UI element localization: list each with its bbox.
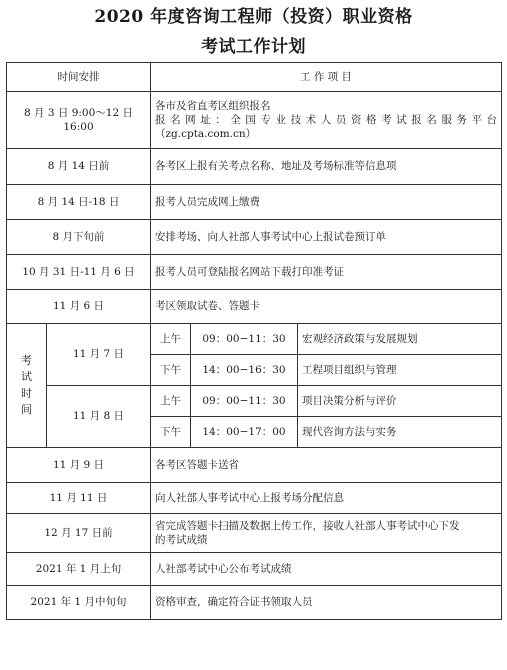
exam-session-row xyxy=(7,386,502,417)
row-item: 向人社部人事考试中心上报考场分配信息 xyxy=(151,483,502,514)
row-item xyxy=(151,514,502,553)
header-items: 工 作 项 目 xyxy=(151,63,502,92)
row-item-line: 省完成答题卡扫描及数据上传工作，接收人社部人事考试中心下发 xyxy=(155,519,460,532)
row-time: 11 月 6 日 xyxy=(7,290,151,324)
table-row xyxy=(7,514,502,553)
row-item: 各考区上报有关考点名称、地址及考场标准等信息项 xyxy=(151,149,502,185)
row-time: 12 月 17 日前 xyxy=(7,514,151,553)
table-row xyxy=(7,448,502,483)
row-item: 考区领取试卷、答题卡 xyxy=(151,290,502,324)
row-item-line: 各市及省直考区组织报名 xyxy=(155,99,271,112)
table-header-row xyxy=(7,63,502,92)
registration-url: （zg.cpta.com.cn） xyxy=(155,128,257,141)
exam-session-row xyxy=(7,324,502,355)
row-time: 8 月下旬前 xyxy=(7,220,151,255)
row-time: 8 月 3 日 9:00～12 日 16:00 xyxy=(7,92,151,149)
row-item: 人社部考试中心公布考试成绩 xyxy=(151,553,502,586)
exam-period: 下午 xyxy=(151,417,191,448)
exam-time-label xyxy=(7,324,47,448)
exam-subject: 宏观经济政策与发展规划 xyxy=(298,324,502,355)
exam-period: 上午 xyxy=(151,324,191,355)
exam-subject: 项目决策分析与评价 xyxy=(298,386,502,417)
row-time: 2021 年 1 月中旬旬 xyxy=(7,586,151,620)
row-time: 11 月 11 日 xyxy=(7,483,151,514)
table-row xyxy=(7,553,502,586)
row-time: 8 月 14 日-18 日 xyxy=(7,185,151,220)
exam-subject: 现代咨询方法与实务 xyxy=(298,417,502,448)
document-subtitle: 考试工作计划 xyxy=(201,37,306,57)
exam-time: 09：00−11：30 xyxy=(191,324,298,355)
exam-time: 09：00−11：30 xyxy=(191,386,298,417)
row-item: 报考人员可登陆报名网站下载打印准考证 xyxy=(151,255,502,290)
table-row xyxy=(7,185,502,220)
table-row xyxy=(7,255,502,290)
row-time: 8 月 14 日前 xyxy=(7,149,151,185)
row-time: 2021 年 1 月上旬 xyxy=(7,553,151,586)
row-item: 报考人员完成网上缴费 xyxy=(151,185,502,220)
row-item: 安排考场、向人社部人事考试中心上报试卷预订单 xyxy=(151,220,502,255)
exam-label-char: 时 xyxy=(21,386,32,400)
exam-label-char: 试 xyxy=(21,370,32,383)
table-row xyxy=(7,586,502,620)
document-title: 2020 年度咨询工程师（投资）职业资格 xyxy=(94,7,413,27)
table-row xyxy=(7,149,502,185)
row-time: 10 月 31 日-11 月 6 日 xyxy=(7,255,151,290)
exam-label-char: 间 xyxy=(21,403,32,416)
row-item-line: 的考试成绩 xyxy=(155,534,208,546)
row-item: 资格审查，确定符合证书领取人员 xyxy=(151,586,502,620)
row-item: 各考区答题卡送省 xyxy=(151,448,502,483)
table-row xyxy=(7,92,502,149)
exam-time: 14：00−16：30 xyxy=(191,355,298,386)
exam-date: 11 月 7 日 xyxy=(47,324,151,386)
row-item xyxy=(151,92,502,149)
table-row xyxy=(7,483,502,514)
exam-period: 上午 xyxy=(151,386,191,417)
exam-period: 下午 xyxy=(151,355,191,386)
exam-subject: 工程项目组织与管理 xyxy=(298,355,502,386)
row-item-line: 报名网址：全国专业技术人员资格考试报名服务平台 xyxy=(155,113,498,126)
exam-date: 11 月 8 日 xyxy=(47,386,151,448)
table-row xyxy=(7,290,502,324)
header-time: 时间安排 xyxy=(7,63,151,92)
exam-label-char: 考 xyxy=(21,353,32,367)
table-row xyxy=(7,220,502,255)
exam-time: 14：00−17：00 xyxy=(191,417,298,448)
schedule-table xyxy=(6,62,502,620)
row-time: 11 月 9 日 xyxy=(7,448,151,483)
